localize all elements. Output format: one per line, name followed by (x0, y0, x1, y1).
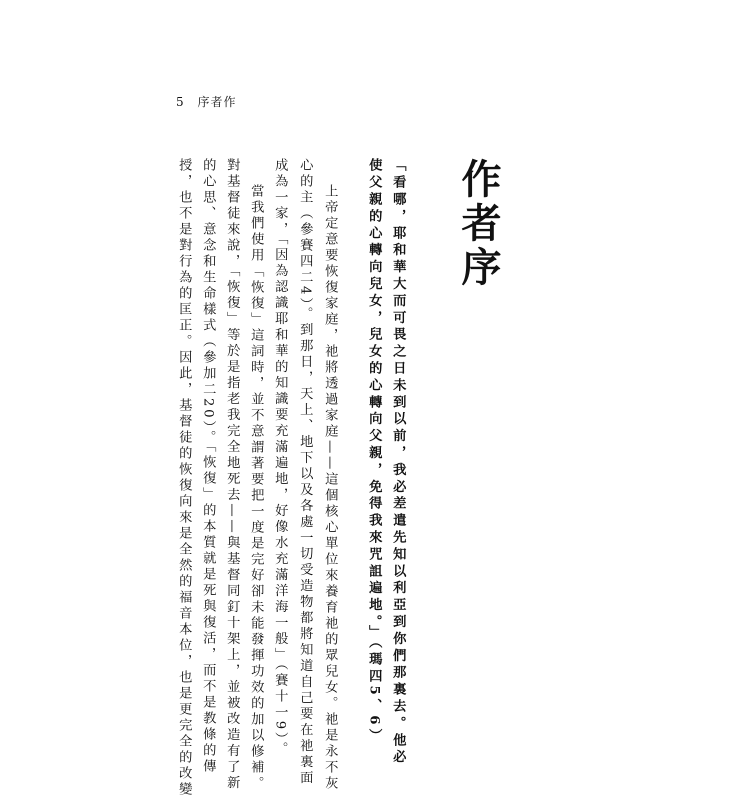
section-title: 序者作 (197, 95, 237, 109)
page-number: 5 (176, 95, 185, 109)
epigraph-line-1: 「看哪，耶和華大而可畏之日未到以前，我必差遣先知以利亞到你們那裏去。他必 (390, 158, 406, 767)
epigraph-line-2: 使父親的心轉向兒女，兒女的心轉向父親，免得我來咒詛遍地。」（瑪四5、6） (366, 158, 382, 746)
body-column-7: 授，也不是對行為的匡正。因此，基督徒的恢復向來是全然的福音本位，也是更完全的改變 (176, 158, 192, 798)
chapter-title: 作者序 (455, 158, 502, 290)
body-column-4: 當我們使用「恢復」這詞時，並不意謂著要把一度是完好卻未能發揮功效的加以修補。 (248, 184, 264, 792)
body-column-5: 對基督徒來說，「恢復」等於是指老我完全地死去——與基督同釘十架上，並被改造有了新 (224, 158, 240, 792)
body-column-2: 心的主（參賽四二4）。到那日，天上、地下以及各處一切受造物都將知道自己要在祂裏面 (297, 158, 313, 787)
body-column-3: 成為一家，「因為認識耶和華的知識要充滿遍地，好像水充滿洋海一般」（賽十一9）。 (272, 158, 288, 758)
running-head (176, 93, 236, 110)
body-column-1: 上帝定意要恢復家庭，祂將透過家庭——這個核心單位來養育祂的眾兒女。祂是永不灰 (322, 184, 338, 792)
body-column-6: 的心思、意念和生命樣式（參加二20）。「恢復」的本質就是死與復活，而不是教條的傳 (200, 158, 216, 776)
